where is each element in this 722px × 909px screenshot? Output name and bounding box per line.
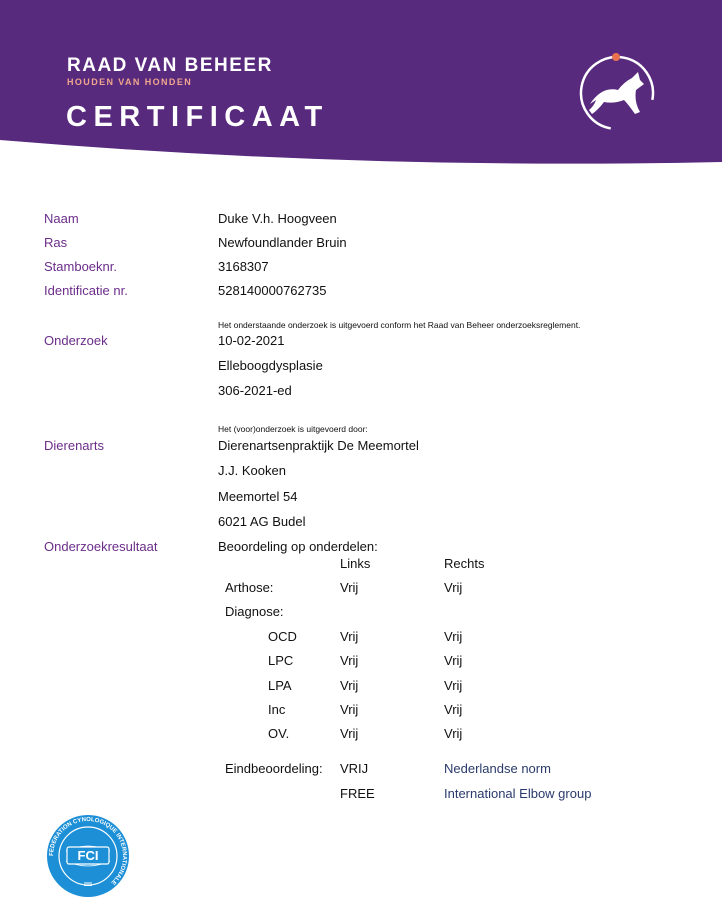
arthose-label: Arthose:: [225, 580, 274, 595]
dierenarts-address: Meemortel 54: [218, 489, 298, 504]
dierenarts-practice: Dierenartsenpraktijk De Meemortel: [218, 438, 419, 453]
diag-row-name: LPC: [268, 653, 294, 668]
onderzoek-code: 306-2021-ed: [218, 383, 292, 398]
resultaat-heading: Beoordeling op onderdelen:: [218, 539, 378, 554]
diag-row-name: OV.: [268, 726, 290, 741]
diag-row-left: Vrij: [340, 629, 359, 644]
fci-ring-textpath: FEDERATION CYNOLOGIQUE INTERNATIONALE: [48, 816, 128, 886]
resultaat-label: Onderzoekresultaat: [44, 539, 158, 554]
diag-row-left: Vrij: [340, 726, 359, 741]
onderzoek-date: 10-02-2021: [218, 333, 285, 348]
stamboek-label: Stamboeknr.: [44, 259, 117, 274]
onderzoek-note: Het onderstaande onderzoek is uitgevoerd conform het Raad van Beheer onderzoeksreglement.: [218, 320, 581, 330]
diag-row-right: Vrij: [444, 653, 463, 668]
dierenarts-postal: 6021 AG Budel: [218, 514, 306, 529]
brand-tagline: HOUDEN VAN HONDEN: [67, 77, 193, 87]
diag-row-right: Vrij: [444, 726, 463, 741]
dierenarts-note: Het (voor)onderzoek is uitgevoerd door:: [218, 424, 368, 434]
page-title: CERTIFICAAT: [66, 101, 329, 133]
ras-value: Newfoundlander Bruin: [218, 235, 347, 250]
onderzoek-label: Onderzoek: [44, 333, 108, 348]
naam-label: Naam: [44, 211, 79, 226]
arthose-left: Vrij: [340, 580, 359, 595]
col-header-links: Links: [340, 556, 371, 571]
col-header-rechts: Rechts: [444, 556, 485, 571]
diag-row-right: Vrij: [444, 678, 463, 693]
diag-row-right: Vrij: [444, 629, 463, 644]
fci-text: FCI: [77, 848, 99, 863]
identificatie-value: 528140000762735: [218, 283, 327, 298]
eindbeoordeling-norm-2: International Elbow group: [444, 786, 592, 801]
brand-name: RAAD VAN BEHEER: [67, 55, 273, 76]
ras-label: Ras: [44, 235, 68, 250]
diag-row-left: Vrij: [340, 653, 359, 668]
diagnose-label: Diagnose:: [225, 604, 284, 619]
arthose-right: Vrij: [444, 580, 463, 595]
diag-row-name: Inc: [268, 702, 286, 717]
diag-row-left: Vrij: [340, 702, 359, 717]
eindbeoordeling-norm: Nederlandse norm: [444, 761, 551, 776]
diag-row-name: OCD: [268, 629, 297, 644]
onderzoek-type: Elleboogdysplasie: [218, 358, 323, 373]
diag-row-right: Vrij: [444, 702, 463, 717]
dierenarts-label: Dierenarts: [44, 438, 104, 453]
eindbeoordeling-value-2: FREE: [340, 786, 375, 801]
diag-row-left: Vrij: [340, 678, 359, 693]
naam-value: Duke V.h. Hoogveen: [218, 211, 337, 226]
diag-row-name: LPA: [268, 678, 292, 693]
eindbeoordeling-value: VRIJ: [340, 761, 369, 776]
stamboek-value: 3168307: [218, 259, 269, 274]
dierenarts-name: J.J. Kooken: [218, 463, 286, 478]
dog-jump-logo-icon: [572, 48, 662, 138]
identificatie-label: Identificatie nr.: [44, 283, 128, 298]
eindbeoordeling-label: Eindbeoordeling:: [225, 761, 323, 776]
fci-seal-icon: [45, 813, 131, 899]
